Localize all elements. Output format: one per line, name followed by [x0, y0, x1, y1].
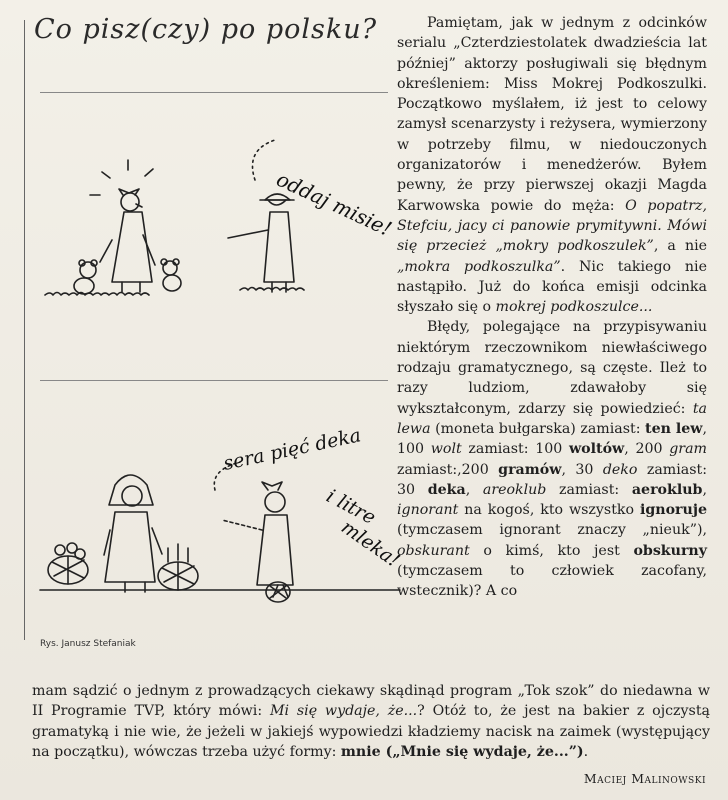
text-run: o kimś, kto jest [469, 542, 634, 559]
svg-text:oddaj misie! [273, 167, 396, 241]
text-run: . Nic takiego nie nastąpiło. Już do końca emisji odcinka słyszało się o [397, 258, 707, 316]
text-run: (tymczasem ignorant znaczy „nieuk”), [397, 522, 707, 539]
cartoon2-speech-line2: i litre [322, 484, 380, 529]
divider-middle [40, 380, 388, 381]
text-run: ? Otóż to, że jest na bakier z ojczystą gramatyką i nie wie, że jeżeli w jakiejś wypowiedzi kładziemy nacisk na zaimek (występujący na początku), wówczas trzeba użyć formy: [32, 703, 710, 760]
cartoon2-speech-line3: mleka! [337, 516, 404, 572]
text-run: , 200 [624, 441, 670, 458]
author-signature: Maciej Malinowski [583, 771, 706, 786]
text-run-italic: wolt [430, 441, 462, 458]
cartoon1-speech: oddaj misie! [272, 166, 396, 241]
text-run-italic: ta lewa [397, 400, 707, 437]
text-run-italic: ignorant [397, 502, 459, 519]
text-run: mam sądzić o jednym z prowadzących ciekawy skądinąd program „Tok szok” do niedawna w II Programie TVP, który mówi: [32, 683, 710, 720]
text-run-italic: areoklub [482, 481, 547, 498]
text-run-italic: „mokra podkoszulka” [397, 258, 561, 275]
cartoon-shop-scene [40, 424, 404, 615]
vertical-rule [24, 20, 25, 640]
text-run: zamiast: 100 [461, 441, 569, 458]
svg-text:sera pięć deka [221, 424, 362, 475]
text-run: , 30 [561, 461, 603, 478]
text-run-italic: gram [669, 441, 707, 458]
text-run: (tymczasem to człowiek zacofany, wstecznik)? A co [397, 563, 707, 600]
illustration-credit: Rys. Janusz Stefaniak [40, 639, 136, 649]
text-run-bold: woltów [568, 441, 625, 458]
text-run-italic: deko [602, 461, 638, 478]
text-run: na kogoś, kto wszystko [458, 502, 640, 519]
text-run-bold: mnie („Mnie się wydaje, że...”) [340, 743, 584, 760]
text-run-bold: ignoruje [639, 502, 707, 519]
cartoon-teddy-bears [40, 140, 395, 315]
text-run-bold: deka [427, 481, 466, 498]
text-run: . [583, 743, 589, 760]
article-continuation [32, 681, 710, 762]
text-run-italic: O popatrz, Stefciu, jacy ci panowie prymitywni. Mówi się przecież „mokry podkoszulek” [397, 197, 708, 255]
page-title: Co pisz(czy) po polsku? [34, 14, 378, 45]
text-run: , a nie [653, 238, 708, 255]
article-column [397, 13, 707, 602]
text-run: (moneta bułgarska) zamiast: [430, 420, 646, 437]
text-run: , [702, 481, 707, 498]
text-run-bold: aeroklub [631, 481, 703, 498]
cartoon2-speech-line1: sera pięć deka [221, 424, 363, 475]
text-run: Pamiętam, jak w jednym z odcinków serialu „Czterdziestolatek dwadzieścia lat później” aktorzy posługiwali się błędnym określeniem: Miss Mokrej Podkoszulki. Początkowo myślałem, iż jest to celowy zamysł scenarzysty i reżysera, wymierzony w potrzeby filmu, w niedouczonych organizatorów i menedżerów. Byłem pewny, że przy pierwszej okazji Magda Karwowska powie do męża: [397, 15, 707, 214]
paragraph-1 [397, 13, 707, 317]
text-run: Błędy, polegające na przypisywaniu niektórym rzeczownikom niewłaściwego rodzaju gramatycznego, są częste. Ileż to razy ludziom, zdawałoby się wykształconym, zdarzy się powiedzieć: [397, 319, 707, 417]
text-run-italic: obskurant [397, 542, 470, 559]
text-run: zamiast:,200 [397, 461, 499, 478]
paragraph-2 [397, 317, 707, 601]
text-run: zamiast: 30 [397, 461, 708, 498]
text-run: , 100 [397, 420, 708, 458]
text-run: , [465, 481, 483, 498]
divider-top [40, 92, 388, 93]
text-run-bold: ten lew [645, 420, 703, 437]
text-run-bold: obskurny [633, 542, 707, 559]
text-run-italic: Mi się wydaje, że... [269, 703, 418, 720]
paragraph-3 [32, 681, 710, 762]
text-run-italic: mokrej podkoszulce... [495, 299, 653, 316]
text-run-bold: gramów [498, 461, 562, 478]
text-run: zamiast: [546, 481, 632, 498]
